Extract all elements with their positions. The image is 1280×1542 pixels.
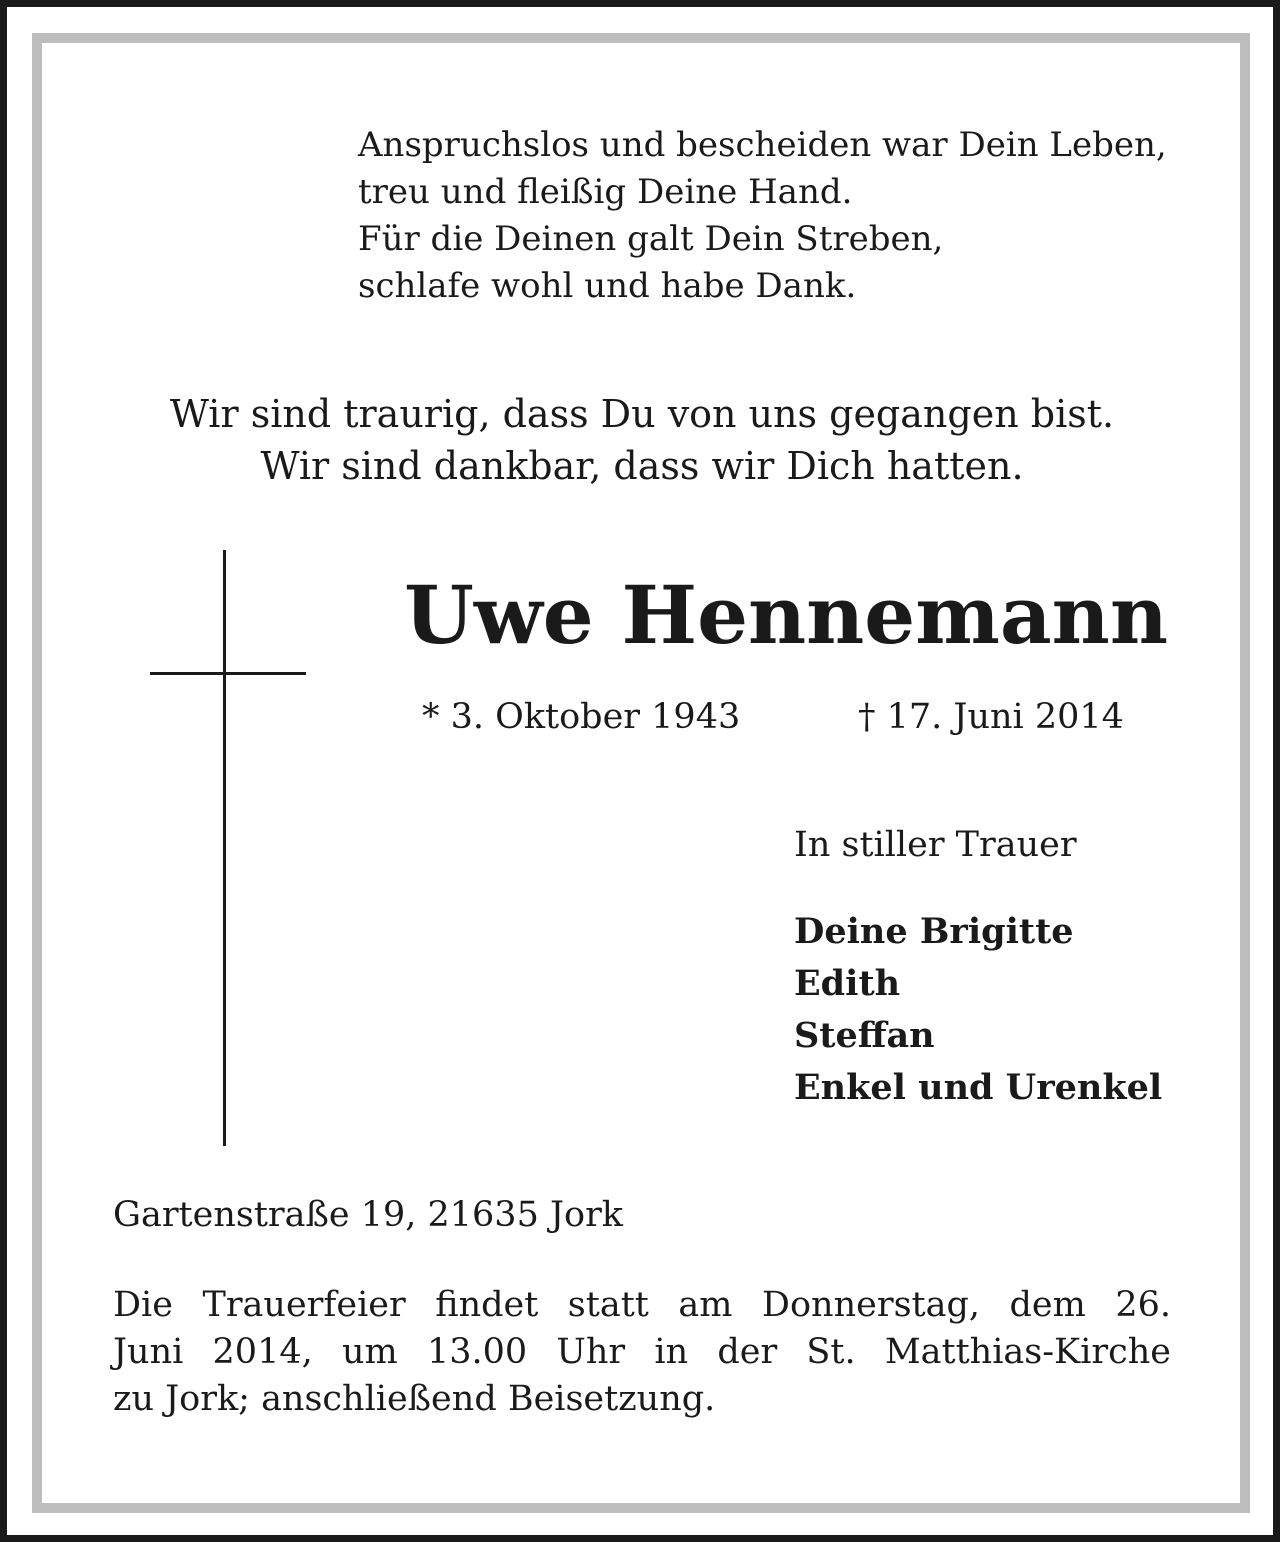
quote-line: Wir sind traurig, dass Du von uns gegangen bist. — [169, 392, 1115, 436]
cross-icon-bar — [150, 672, 306, 675]
deceased-name: Uwe Hennemann — [404, 568, 1168, 662]
poem-line: Für die Deinen galt Dein Streben, — [358, 219, 944, 259]
birth-date: * 3. Oktober 1943 — [422, 697, 741, 737]
mourner-list — [794, 906, 1162, 1114]
mourner-name: Deine Brigitte — [794, 911, 1074, 952]
poem-line: treu und fleißig Deine Hand. — [358, 172, 853, 212]
poem — [358, 122, 1167, 310]
poem-line: schlafe wohl und habe Dank. — [358, 266, 857, 306]
ceremony-notice — [113, 1282, 1171, 1423]
memorial-quote — [110, 388, 1174, 492]
ceremony-line: zu Jork; anschließend Beisetzung. — [113, 1379, 716, 1419]
mourning-label: In stiller Trauer — [794, 825, 1077, 865]
ceremony-line: Die Trauerfeier findet statt am Donnerstag, dem 26. — [113, 1285, 1171, 1325]
death-date: † 17. Juni 2014 — [858, 697, 1124, 737]
poem-line: Anspruchslos und bescheiden war Dein Leben, — [358, 125, 1167, 165]
mourner-name: Enkel und Urenkel — [794, 1067, 1163, 1108]
ceremony-line: Juni 2014, um 13.00 Uhr in der St. Matthias-Kirche — [113, 1332, 1171, 1372]
address: Gartenstraße 19, 21635 Jork — [113, 1195, 624, 1235]
mourner-name: Steffan — [794, 1015, 935, 1056]
cross-icon — [223, 550, 226, 1146]
mourner-name: Edith — [794, 963, 901, 1004]
quote-line: Wir sind dankbar, dass wir Dich hatten. — [260, 444, 1024, 488]
